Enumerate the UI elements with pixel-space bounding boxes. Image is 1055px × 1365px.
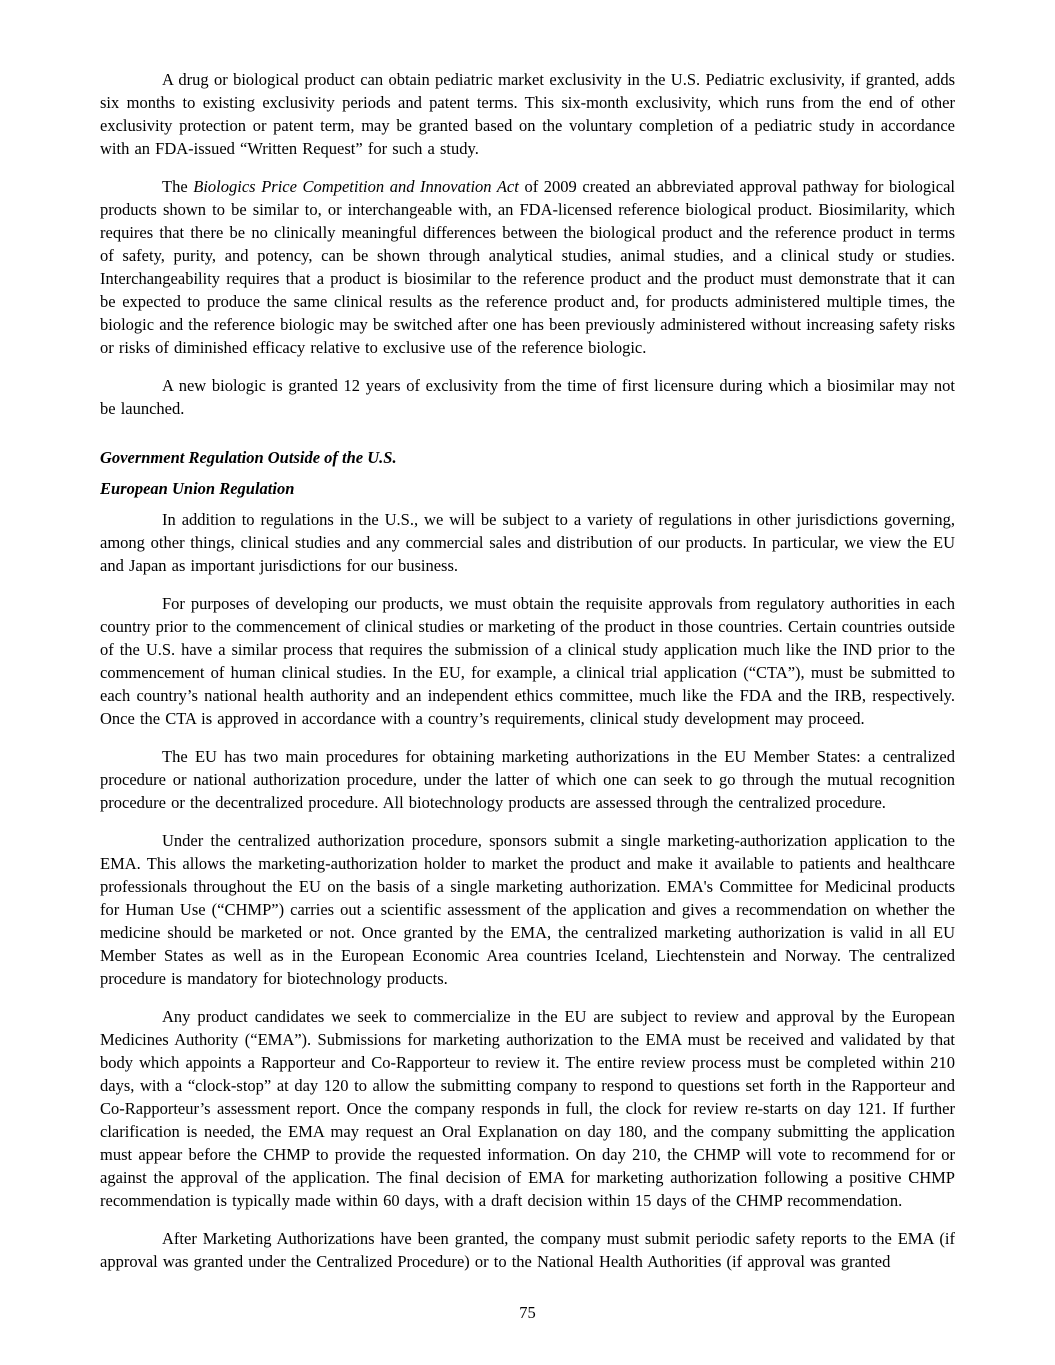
paragraph-bpcia bbox=[100, 175, 955, 359]
paragraph-cta-process: For purposes of developing our products, we must obtain the requisite approvals from regulatory authorities in each country prior to the commencement of clinical studies or marketing of the product in those countries. Certain countries outside of the U.S. have a similar process that requires the submission of a clinical study application much like the IND prior to the commencement of human clinical studies. In the EU, for example, a clinical trial application (“CTA”), must be submitted to each country’s national health authority and an independent ethics committee, much like the FDA and the IRB, respectively. Once the CTA is approved in accordance with a country’s requirements, clinical study development may proceed. bbox=[100, 594, 955, 728]
paragraph-ema-review-timeline: Any product candidates we seek to commercialize in the EU are subject to review and approval by the European Medicines Authority (“EMA”). Submissions for marketing authorization to the EMA must be received and validated by that body which appoints a Rapporteur and Co-Rapporteur to review it. The entire review process must be completed within 210 days, with a “clock-stop” at day 120 to allow the submitting company to respond to questions set forth in the Rapporteur and Co-Rapporteur’s assessment report. Once the company responds in full, the clock for review re-starts on day 121. If further clarification is needed, the EMA may request an Oral Explanation on day 180, and the company submitting the application must appear before the CHMP to provide the requested information. On day 210, the CHMP will vote to recommend for or against the approval of the application. The final decision of EMA for marketing authorization following a positive CHMP recommendation is typically made within 60 days, with a draft decision within 15 days of the CHMP recommendation. bbox=[100, 1007, 955, 1210]
paragraph-eu-marketing-procedures: The EU has two main procedures for obtaining marketing authorizations in the EU Member States: a centralized procedure or national authorization procedure, under the latter of which one can seek to go through the mutual recognition procedure or the decentralized procedure. All biotechnology products are assessed through the centralized procedure. bbox=[100, 747, 955, 812]
paragraph-periodic-safety-reports: After Marketing Authorizations have been granted, the company must submit periodic safety reports to the EMA (if approval was granted under the Centralized Procedure) or to the National Health Authorities (if approval was granted bbox=[100, 1229, 955, 1271]
paragraph-pediatric-exclusivity: A drug or biological product can obtain pediatric market exclusivity in the U.S. Pediatric exclusivity, if granted, adds six months to existing exclusivity periods and patent terms. This six-month exclusivity, which runs from the end of other exclusivity protection or patent term, may be granted based on the voluntary completion of a pediatric study in accordance with an FDA-issued “Written Request” for such a study. bbox=[100, 70, 955, 158]
paragraph-centralized-procedure: Under the centralized authorization procedure, sponsors submit a single marketing-authorization application to the EMA. This allows the marketing-authorization holder to market the product and make it available to patients and healthcare professionals throughout the EU on the basis of a single marketing authorization. EMA's Committee for Medicinal products for Human Use (“CHMP”) carries out a scientific assessment of the application and gives a recommendation on whether the medicine should be marketed or not. Once granted by the EMA, the centralized marketing authorization is valid in all EU Member States as well as in the European Economic Area countries Iceland, Liechtenstein and Norway. The centralized procedure is mandatory for biotechnology products. bbox=[100, 831, 955, 988]
text-run-italic-act-title: Biologics Price Competition and Innovation Act bbox=[193, 177, 519, 196]
paragraph-biologic-exclusivity: A new biologic is granted 12 years of exclusivity from the time of first licensure during which a biosimilar may not be launched. bbox=[100, 376, 955, 418]
text-run: of 2009 created an abbreviated approval pathway for biological products shown to be similar to, or interchangeable with, an FDA-licensed reference biological product. Biosimilarity, which requires that there be no clinically meaningful differences between the biological product and the reference product in terms of safety, purity, and potency, can be shown through analytical studies, animal studies, and a clinical study or studies. Interchangeability requires that a product is biosimilar to the reference product and the product must demonstrate that it can be expected to produce the same clinical results as the reference product and, for products administered multiple times, the biologic and the reference biologic may be switched after one has been previously administered without increasing safety risks or risks of diminished efficacy relative to exclusive use of the reference biologic. bbox=[100, 177, 955, 357]
paragraph-eu-jurisdictions: In addition to regulations in the U.S., we will be subject to a variety of regulations in other jurisdictions governing, among other things, clinical studies and any commercial sales and distribution of our products. In particular, we view the EU and Japan as important jurisdictions for our business. bbox=[100, 510, 955, 575]
heading-european-union-regulation: European Union Regulation bbox=[100, 479, 295, 498]
heading-government-regulation-outside-us: Government Regulation Outside of the U.S. bbox=[100, 448, 397, 467]
page-number: 75 bbox=[519, 1303, 536, 1322]
text-run: The bbox=[162, 177, 194, 196]
document-body bbox=[100, 68, 955, 1293]
